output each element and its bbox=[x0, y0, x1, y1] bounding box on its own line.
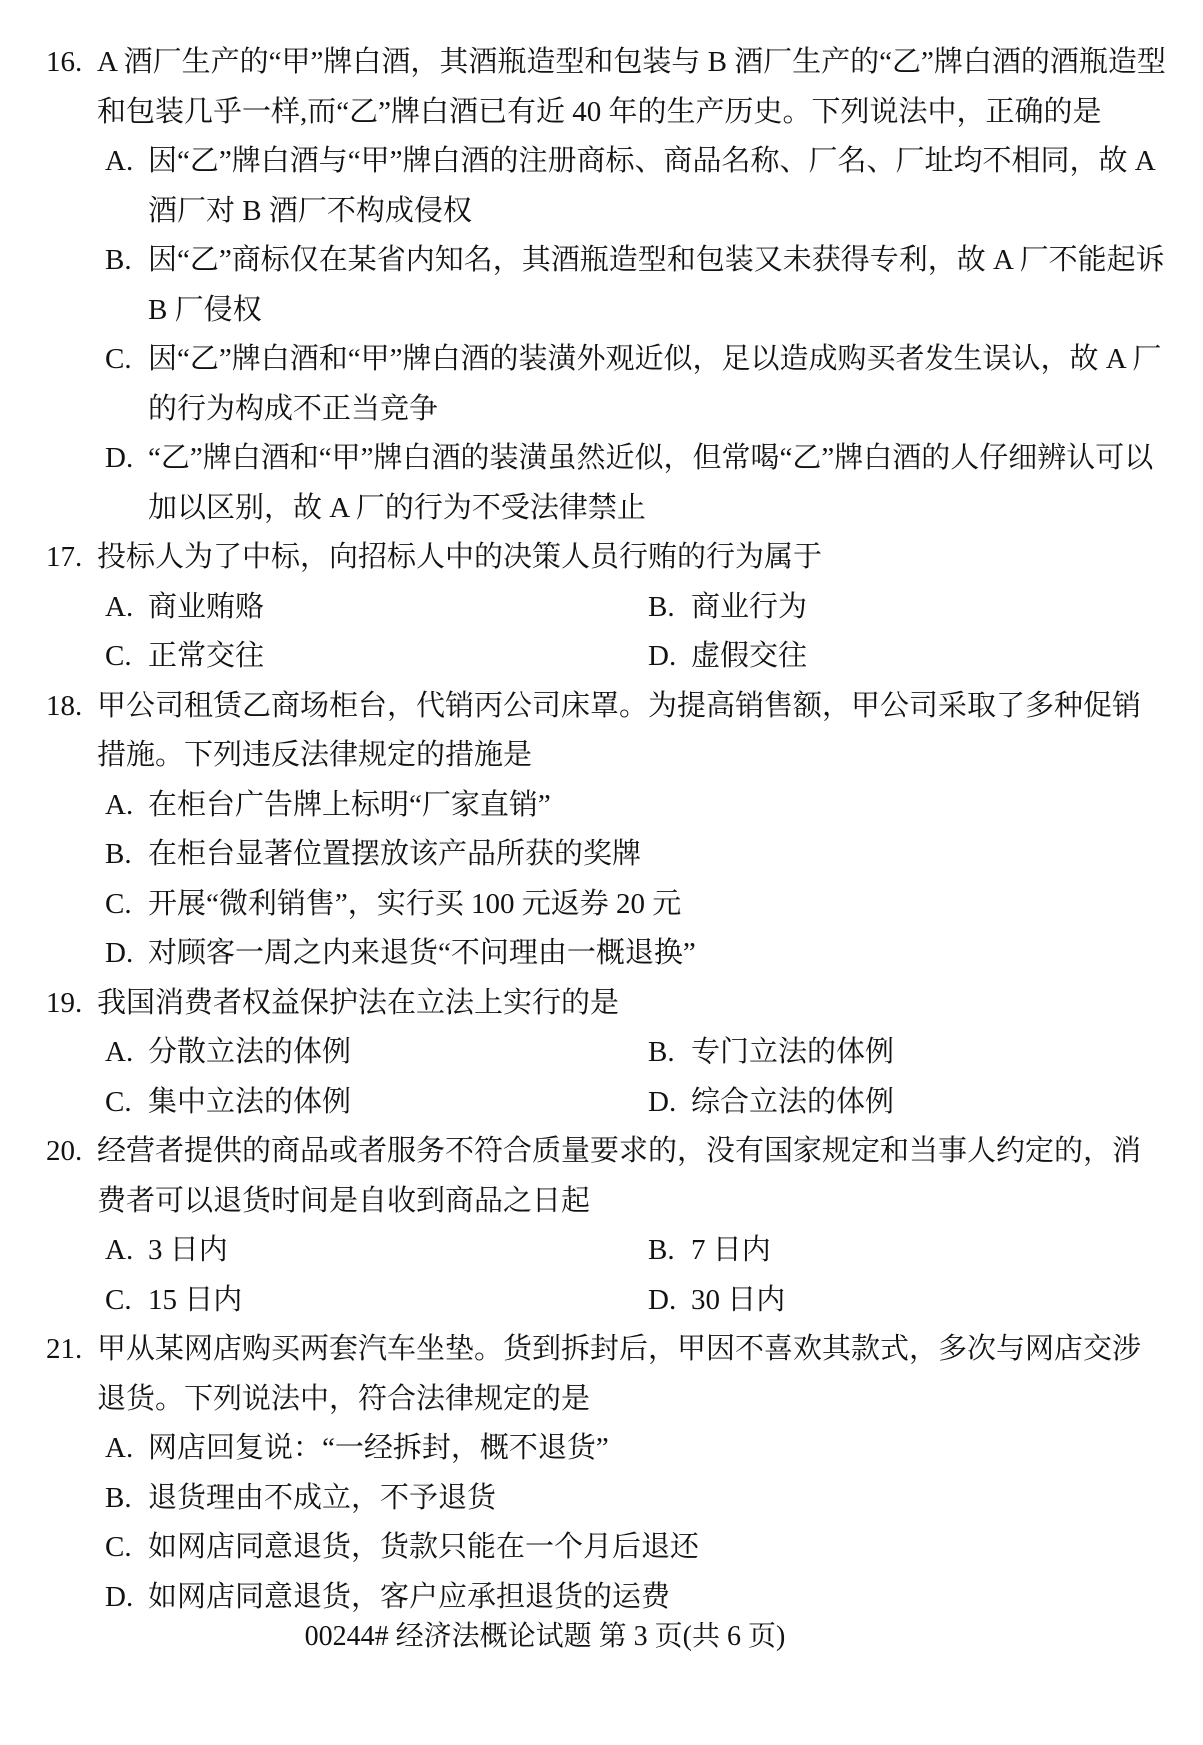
option-label: A. bbox=[105, 590, 134, 623]
question-text: 投标人为了中标，向招标人中的决策人员行贿的行为属于 bbox=[97, 541, 823, 573]
option-label: B. bbox=[648, 1036, 675, 1068]
option-label: A. bbox=[105, 1234, 134, 1266]
option-20-C bbox=[105, 1276, 648, 1326]
option-text: 退货理由不成立，不予退货 bbox=[148, 1481, 497, 1514]
option-19-C bbox=[105, 1078, 648, 1128]
question-text: 甲公司租赁乙商场柜台，代销丙公司床罩。为提高销售额，甲公司采取了多种促销措施。下列违反法律规定的措施是 bbox=[97, 689, 1142, 771]
question-number: 18. bbox=[46, 689, 83, 722]
option-text: 如网店同意退货，货款只能在一个月后退还 bbox=[148, 1531, 700, 1563]
option-text: 30 日内 bbox=[691, 1283, 786, 1316]
option-17-A bbox=[105, 583, 648, 633]
option-label: C. bbox=[105, 1531, 132, 1563]
option-text: 虚假交往 bbox=[691, 640, 808, 672]
option-text: 分散立法的体例 bbox=[148, 1036, 352, 1068]
option-label: D. bbox=[105, 1580, 134, 1613]
option-21-A bbox=[105, 1424, 1165, 1474]
question-text: 经营者提供的商品或者服务不符合质量要求的，没有国家规定和当事人约定的，消费者可以退货时间是自收到商品之日起 bbox=[97, 1135, 1142, 1217]
question-number: 21. bbox=[46, 1333, 83, 1365]
option-20-B bbox=[648, 1226, 1203, 1276]
option-label: A. bbox=[105, 145, 134, 177]
option-label: C. bbox=[105, 640, 132, 672]
question-number: 19. bbox=[46, 986, 83, 1019]
option-label: A. bbox=[105, 788, 134, 821]
option-18-A bbox=[105, 781, 1165, 831]
option-label: B. bbox=[648, 1234, 675, 1266]
option-16-B bbox=[105, 236, 1165, 335]
option-text: 如网店同意退货，客户应承担退货的运费 bbox=[148, 1580, 671, 1613]
question-number: 16. bbox=[46, 46, 83, 78]
option-19-D bbox=[648, 1078, 1203, 1128]
question-20 bbox=[0, 1127, 1203, 1226]
option-text: 商业贿赂 bbox=[148, 590, 265, 623]
option-text: 在柜台广告牌上标明“厂家直销” bbox=[148, 788, 551, 821]
option-label: B. bbox=[648, 590, 675, 623]
option-label: A. bbox=[105, 1432, 134, 1464]
option-20-A bbox=[105, 1226, 648, 1276]
option-text: 正常交往 bbox=[148, 640, 265, 672]
option-21-B bbox=[105, 1474, 1165, 1524]
option-text: 综合立法的体例 bbox=[691, 1085, 895, 1118]
option-label: D. bbox=[648, 640, 677, 672]
option-text: 商业行为 bbox=[691, 590, 808, 623]
option-17-B bbox=[648, 583, 1203, 633]
option-label: D. bbox=[648, 1085, 677, 1118]
option-16-C bbox=[105, 335, 1165, 434]
option-row bbox=[105, 583, 1203, 633]
option-label: B. bbox=[105, 1481, 132, 1514]
question-text: 甲从某网店购买两套汽车坐垫。货到拆封后，甲因不喜欢其款式，多次与网店交涉退货。下列说法中，符合法律规定的是 bbox=[97, 1333, 1142, 1415]
option-18-D bbox=[105, 929, 1165, 979]
option-label: C. bbox=[105, 1283, 132, 1316]
question-16 bbox=[0, 38, 1203, 137]
option-21-C bbox=[105, 1523, 1165, 1573]
option-text: “乙”牌白酒和“甲”牌白酒的装潢虽然近似，但常喝“乙”牌白酒的人仔细辨认可以加以区别，故 A 厂的行为不受法律禁止 bbox=[148, 442, 1154, 524]
question-number: 20. bbox=[46, 1135, 83, 1167]
option-20-D bbox=[648, 1276, 1203, 1326]
page-footer: 00244# 经济法概论试题 第 3 页(共 6 页) bbox=[304, 1621, 786, 1652]
option-label: C. bbox=[105, 343, 132, 375]
option-18-C bbox=[105, 880, 1165, 930]
option-label: B. bbox=[105, 244, 132, 276]
option-label: C. bbox=[105, 887, 132, 920]
option-text: 专门立法的体例 bbox=[691, 1036, 895, 1068]
question-text: A 酒厂生产的“甲”牌白酒，其酒瓶造型和包装与 B 酒厂生产的“乙”牌白酒的酒瓶造型和包装几乎一样,而“乙”牌白酒已有近 40 年的生产历史。下列说法中，正确的是 bbox=[97, 46, 1166, 128]
option-text: 集中立法的体例 bbox=[148, 1085, 352, 1118]
question-19 bbox=[0, 979, 1203, 1029]
option-text: 3 日内 bbox=[148, 1234, 228, 1266]
option-row bbox=[105, 632, 1203, 682]
option-label: A. bbox=[105, 1036, 134, 1068]
option-label: D. bbox=[105, 442, 134, 474]
question-21 bbox=[0, 1325, 1203, 1424]
option-17-C bbox=[105, 632, 648, 682]
option-text: 在柜台显著位置摆放该产品所获的奖牌 bbox=[148, 838, 642, 870]
question-text: 我国消费者权益保护法在立法上实行的是 bbox=[97, 986, 620, 1019]
option-label: B. bbox=[105, 838, 132, 870]
option-row bbox=[105, 1078, 1203, 1128]
option-text: 7 日内 bbox=[691, 1234, 771, 1266]
option-text: 因“乙”牌白酒和“甲”牌白酒的装潢外观近似，足以造成购买者发生误认，故 A 厂的行为构成不正当竞争 bbox=[148, 343, 1162, 425]
option-row bbox=[105, 1226, 1203, 1276]
option-label: D. bbox=[105, 937, 134, 969]
option-label: C. bbox=[105, 1085, 132, 1118]
option-label: D. bbox=[648, 1283, 677, 1316]
option-19-B bbox=[648, 1028, 1203, 1078]
question-17 bbox=[0, 533, 1203, 583]
option-row bbox=[105, 1276, 1203, 1326]
option-text: 开展“微利销售”，实行买 100 元返券 20 元 bbox=[148, 887, 682, 920]
option-16-A bbox=[105, 137, 1165, 236]
option-text: 网店回复说：“一经拆封，概不退货” bbox=[148, 1432, 609, 1464]
question-number: 17. bbox=[46, 541, 83, 573]
question-list bbox=[0, 38, 1203, 1622]
option-18-B bbox=[105, 830, 1165, 880]
option-text: 因“乙”牌白酒与“甲”牌白酒的注册商标、商品名称、厂名、厂址均不相同，故 A 酒厂对 B 酒厂不构成侵权 bbox=[148, 145, 1155, 227]
option-17-D bbox=[648, 632, 1203, 682]
option-19-A bbox=[105, 1028, 648, 1078]
question-18 bbox=[0, 682, 1203, 781]
option-text: 因“乙”商标仅在某省内知名，其酒瓶造型和包装又未获得专利，故 A 厂不能起诉 B 厂侵权 bbox=[148, 244, 1165, 326]
option-row bbox=[105, 1028, 1203, 1078]
option-16-D bbox=[105, 434, 1165, 533]
option-text: 15 日内 bbox=[148, 1283, 243, 1316]
option-text: 对顾客一周之内来退货“不问理由一概退换” bbox=[148, 937, 696, 969]
